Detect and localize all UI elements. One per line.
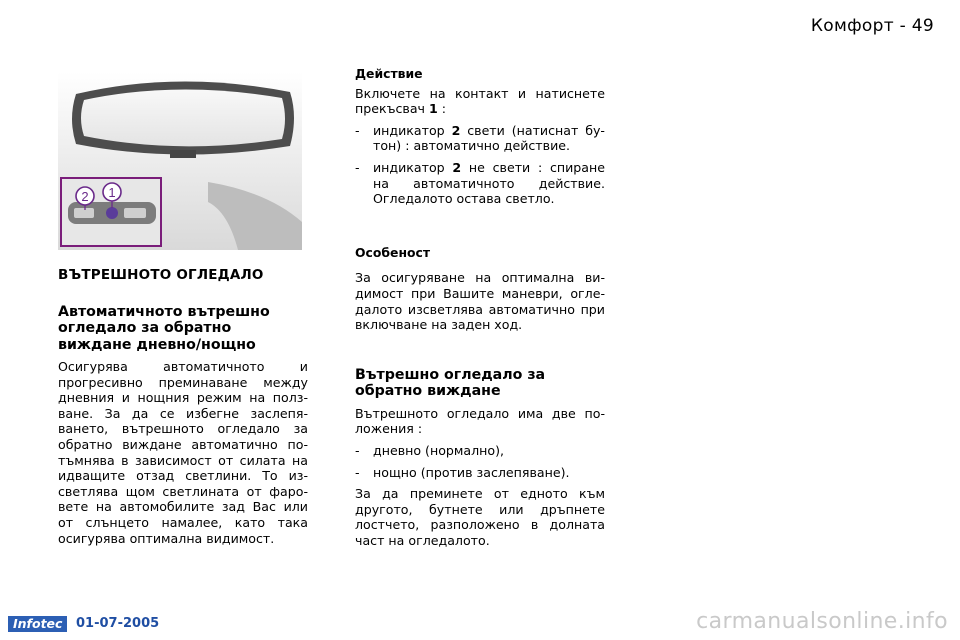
mirror-illustration — [58, 72, 302, 250]
list-item: - индикатор 2 не свети : спиране на автоматичното действие. Огледалото остава светло. — [355, 159, 605, 207]
rear-mirror-title: Вътрешно огледало за обратно виждане — [355, 366, 546, 400]
left-column — [58, 268, 308, 546]
rear-mirror-instructions: За да преминете от едното към другото, бутнете или дръпнете лостчето, разположено в долната част на огледалото. — [355, 486, 605, 548]
action-title: Действие — [355, 66, 423, 81]
infotec-logo: Infotec — [8, 616, 67, 632]
feature-description: За осигуряване на оптимална ви-димост при Вашите маневри, огле-далото изсветлява автоматично при включване на заден ход. — [355, 270, 605, 333]
rear-mirror-description: Вътрешното огледало има две по-ложения : — [355, 405, 605, 437]
list-item: - нощно (против заслепяване). — [355, 464, 570, 480]
footer-date: 01-07-2005 — [76, 616, 160, 631]
mirror-drawing — [58, 72, 302, 250]
list-item: - индикатор 2 свети (натиснат бу-тон) : автоматично действие. — [355, 122, 605, 154]
watermark: carmanualsonline.info — [696, 609, 948, 634]
right-column — [355, 66, 605, 548]
subtitle-auto-mirror: Автоматичното вътрешно огледало за обратно виждане дневно/нощно — [58, 303, 270, 353]
callout-1: 1 — [108, 185, 116, 200]
list-item: - дневно (нормално), — [355, 442, 505, 458]
action-intro: Включете на контакт и натиснете прекъсвач 1 : — [355, 85, 605, 117]
callout-2: 2 — [81, 189, 89, 204]
feature-title: Особеност — [355, 244, 431, 260]
page-title: Комфорт - 49 — [810, 16, 934, 36]
auto-mirror-description: Осигурява автоматичното и прогресивно преминаване между дневния и нощния режим на полз-ване. За да се избегне заслепя-ването, вътрешното огледало за обратно виждане автоматично по-тъмнява в зависимост от силата на идващите отзад светлини. То из-светлява щом светлината от фаро-вете на автомобилите зад Вас или от слънцето намалее, като така осигурява оптимална видимост. — [58, 359, 308, 546]
section-title: ВЪТРЕШНОТО ОГЛЕДАЛО — [58, 267, 264, 283]
